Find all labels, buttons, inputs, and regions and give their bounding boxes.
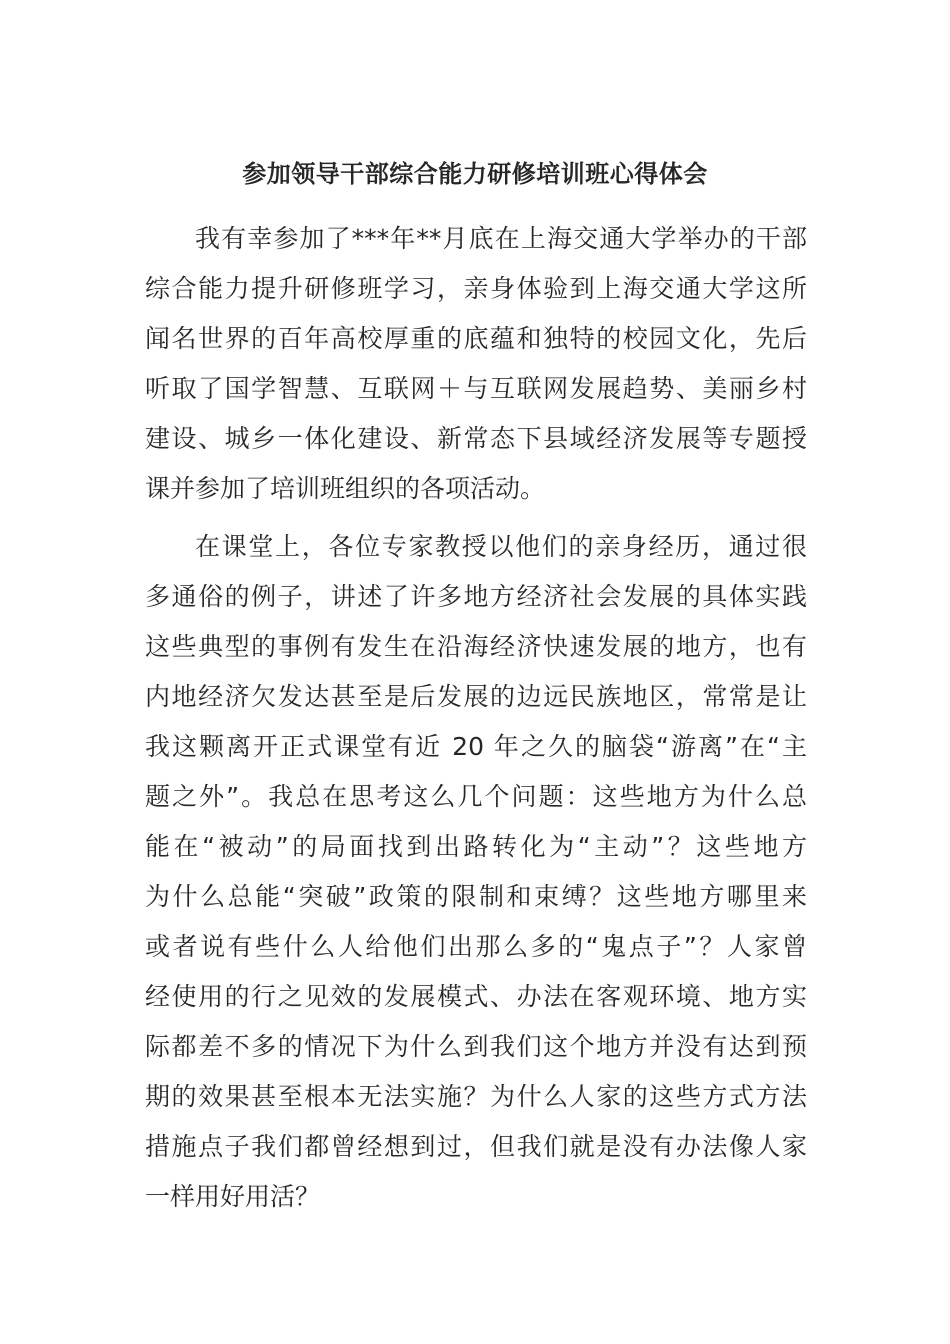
paragraph-line: 闻名世界的百年高校厚重的底蕴和独特的校园文化，先后: [145, 324, 807, 353]
paragraph-line: 际都差不多的情况下为什么到我们这个地方并没有达到预: [145, 1032, 807, 1061]
paragraph-line: 经使用的行之见效的发展模式、办法在客观环境、地方实: [145, 982, 807, 1011]
paragraph-2: [145, 522, 807, 1222]
paragraph-line: 题之外”。我总在思考这么几个问题：这些地方为什么总: [145, 782, 807, 811]
paragraph-line: 多通俗的例子，讲述了许多地方经济社会发展的具体实践: [145, 582, 807, 611]
paragraph-line: 课并参加了培训班组织的各项活动。: [145, 474, 546, 503]
paragraph-line: 综合能力提升研修班学习，亲身体验到上海交通大学这所: [145, 274, 807, 303]
paragraph-line: 能在“被动”的局面找到出路转化为“主动”？这些地方: [145, 832, 807, 861]
paragraph-line: 一样用好用活？: [145, 1182, 321, 1211]
paragraph-line: 或者说有些什么人给他们出那么多的“鬼点子”？人家曾: [145, 932, 807, 961]
paragraph-line: 期的效果甚至根本无法实施？为什么人家的这些方式方法: [145, 1082, 807, 1111]
document-title: 参加领导干部综合能力研修培训班心得体会: [242, 160, 708, 188]
paragraph-line: 为什么总能“突破”政策的限制和束缚？这些地方哪里来: [145, 882, 807, 911]
paragraph-line: 在课堂上，各位专家教授以他们的亲身经历，通过很: [195, 532, 807, 561]
paragraph-line: 听取了国学智慧、互联网＋与互联网发展趋势、美丽乡村: [145, 374, 807, 403]
paragraph-line: 措施点子我们都曾经想到过，但我们就是没有办法像人家: [145, 1132, 807, 1161]
paragraph-line: 我这颗离开正式课堂有近 20 年之久的脑袋“游离”在“主: [145, 732, 807, 761]
paragraph-line: 这些典型的事例有发生在沿海经济快速发展的地方，也有: [145, 632, 807, 661]
paragraph-line: 建设、城乡一体化建设、新常态下县域经济发展等专题授: [145, 424, 807, 453]
paragraph-line: 我有幸参加了***年**月底在上海交通大学举办的干部: [195, 224, 807, 253]
paragraph-1: [145, 214, 807, 514]
paragraph-line: 内地经济欠发达甚至是后发展的边远民族地区，常常是让: [145, 682, 807, 711]
